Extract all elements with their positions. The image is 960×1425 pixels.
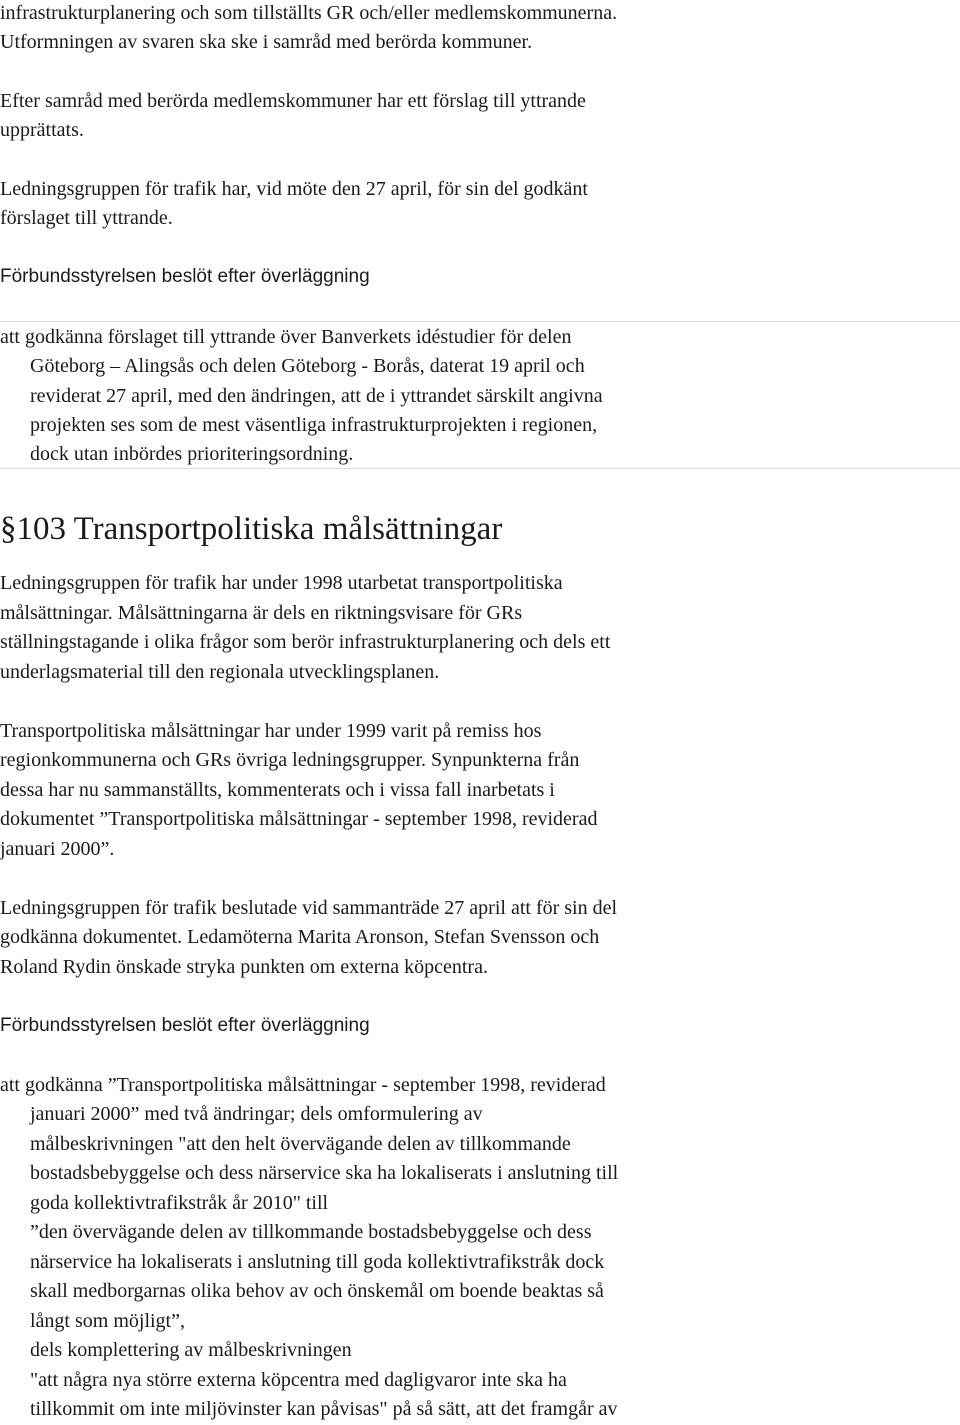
decision-line: dock utan inbördes prioriteringsordning. [30,443,354,465]
paragraph-line: Roland Rydin önskade stryka punkten om externa köpcentra. [0,956,488,978]
paragraph-line: Ledningsgruppen för trafik beslutade vid sammanträde 27 april att för sin del [0,897,618,919]
decision-line: skall medborgarnas olika behov av och önskemål om boende beaktas så [30,1280,604,1302]
paragraph-line: januari 2000”. [0,838,115,860]
decision-line: målbeskrivningen "att den helt övervägande delen av tillkommande [30,1133,571,1155]
intro-line: Utformningen av svaren ska ske i samråd med berörda kommuner. [0,31,533,53]
decision-line: "att några nya större externa köpcentra med dagligvaror inte ska ha [30,1369,567,1391]
paragraph-line: regionkommunerna och GRs övriga ledningsgrupper. Synpunkterna från [0,749,580,771]
decision-line: projekten ses som de mest väsentliga infrastrukturprojekten i regionen, [30,414,598,436]
decision-intro: Förbundsstyrelsen beslöt efter överläggning [0,1015,370,1036]
decision-line: närservice ha lokaliserats i anslutning till goda kollektivtrafikstråk dock [30,1251,605,1273]
intro-line: Ledningsgruppen för trafik har, vid möte den 27 april, för sin del godkänt [0,178,588,200]
intro-line: infrastrukturplanering och som tillställts GR och/eller medlemskommunerna. [0,2,618,24]
decision-line: tillkommit om inte miljövinster kan påvisas" på så sätt, att det framgår av [30,1398,618,1420]
decision-line: reviderat 27 april, med den ändringen, att de i yttrandet särskilt angivna [30,385,603,407]
paragraph-line: underlagsmaterial till den regionala utvecklingsplanen. [0,661,440,683]
intro-line: Efter samråd med berörda medlemskommuner har ett förslag till yttrande [0,90,586,112]
decision-line: goda kollektivtrafikstråk år 2010" till [30,1192,329,1214]
divider [0,468,960,469]
decision-line: dels komplettering av målbeskrivningen [30,1339,352,1361]
decision-line: ”den övervägande delen av tillkommande bostadsbebyggelse och dess [30,1221,592,1243]
intro-line: förslaget till yttrande. [0,207,173,229]
decision-line: långt som möjligt”, [30,1310,185,1332]
decision-line: Göteborg – Alingsås och delen Göteborg - Borås, daterat 19 april och [30,355,585,377]
decision-line: bostadsbebyggelse och dess närservice ska ha lokaliserats i anslutning till [30,1162,619,1184]
decision-line: att godkänna ”Transportpolitiska målsättningar - september 1998, reviderad [0,1074,606,1096]
decision-line: januari 2000” med två ändringar; dels omformulering av [30,1103,483,1125]
intro-line: upprättats. [0,119,84,141]
decision-intro: Förbundsstyrelsen beslöt efter överläggning [0,266,370,287]
paragraph-line: dokumentet ”Transportpolitiska målsättningar - september 1998, reviderad [0,808,598,830]
paragraph-line: Ledningsgruppen för trafik har under 1998 utarbetat transportpolitiska [0,572,563,594]
section-heading: §103 Transportpolitiska målsättningar [0,511,503,547]
paragraph-line: målsättningar. Målsättningarna är dels en riktningsvisare för GRs [0,602,523,624]
paragraph-line: dessa har nu sammanställts, kommenterats och i vissa fall inarbetats i [0,779,555,801]
divider [0,321,960,322]
decision-line: att godkänna förslaget till yttrande över Banverkets idéstudier för delen [0,326,572,348]
paragraph-line: godkänna dokumentet. Ledamöterna Marita Aronson, Stefan Svensson och [0,926,600,948]
paragraph-line: ställningstagande i olika frågor som berör infrastrukturplanering och dels ett [0,631,611,653]
paragraph-line: Transportpolitiska målsättningar har under 1999 varit på remiss hos [0,720,542,742]
